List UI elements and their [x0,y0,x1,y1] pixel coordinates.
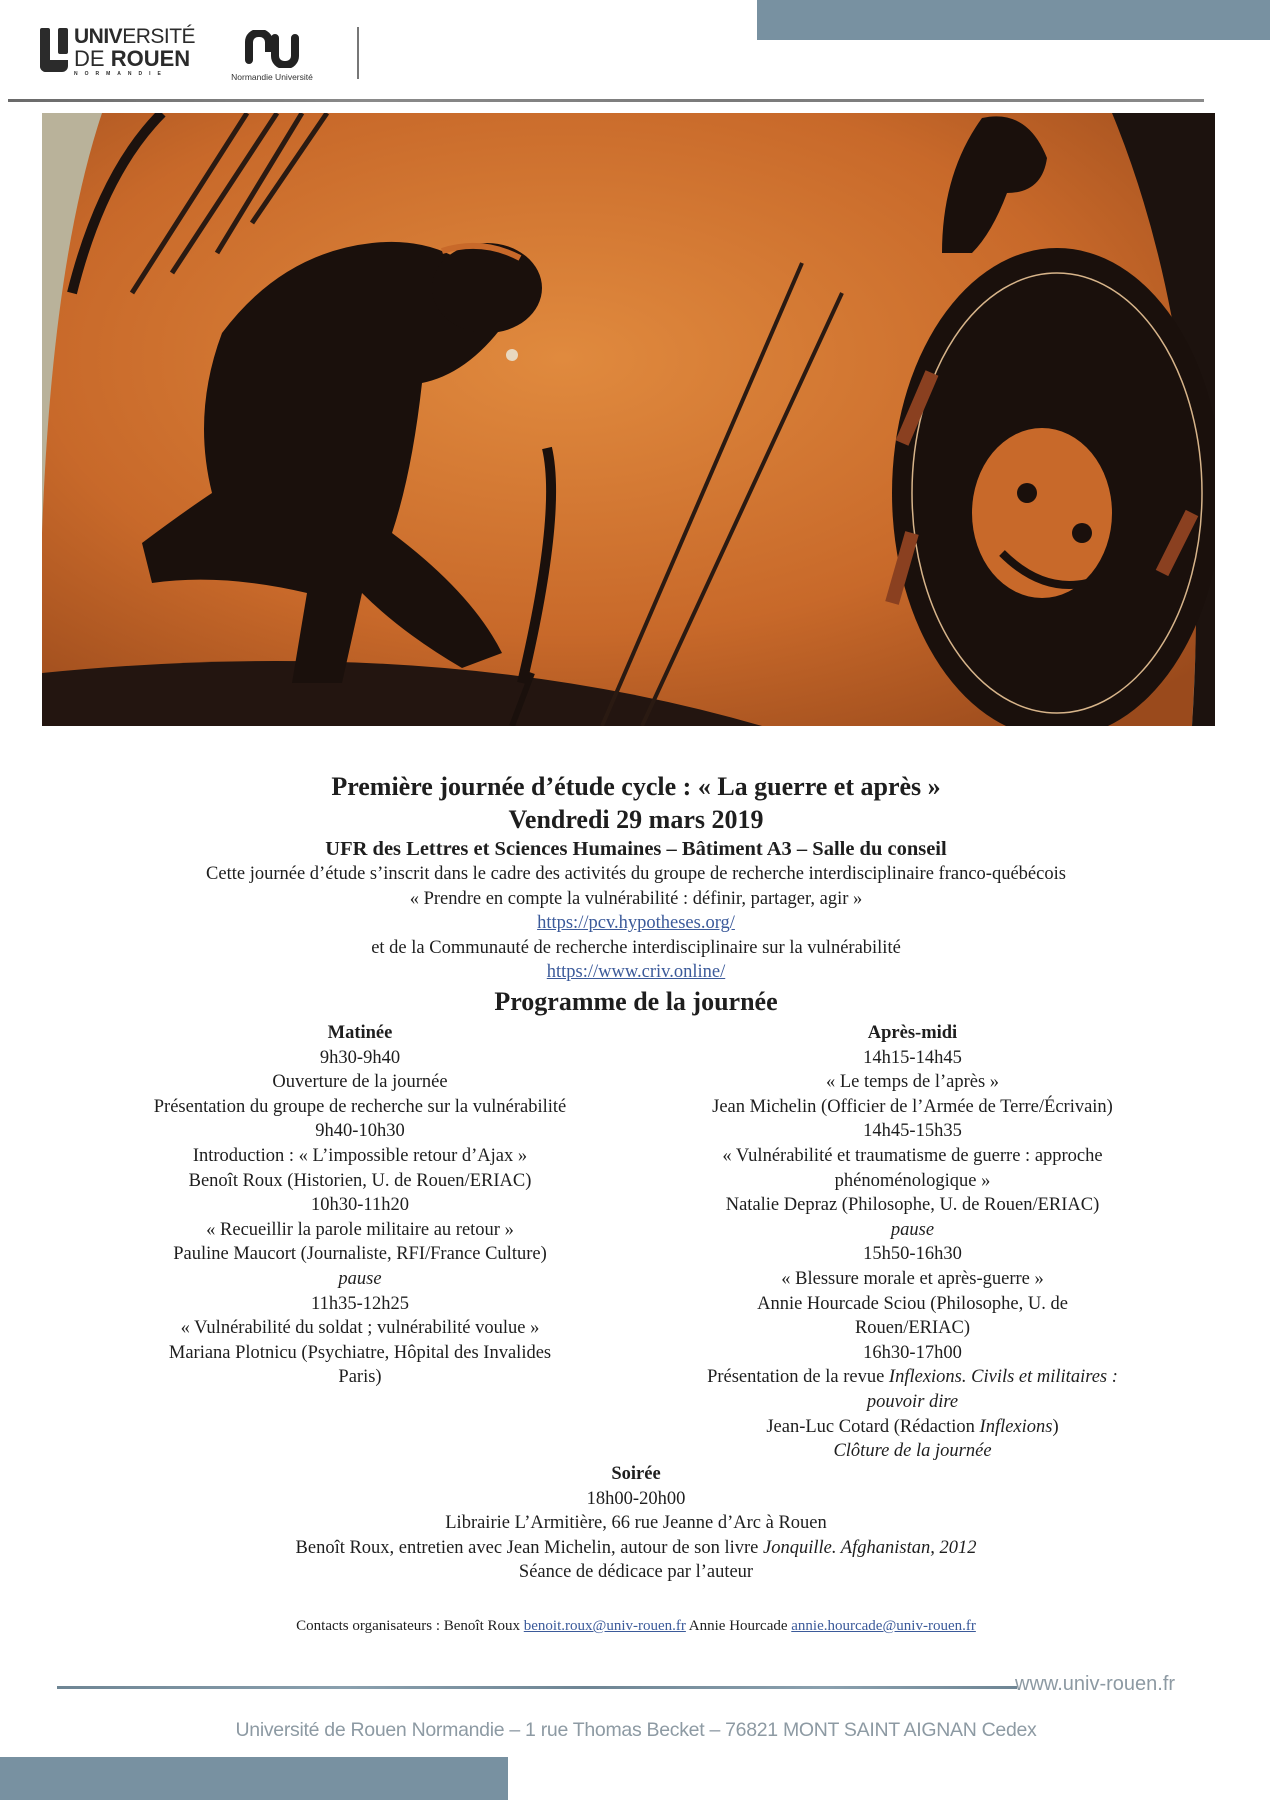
program-line: « Recueillir la parole militaire au retour » [206,1219,514,1240]
program-line: « Vulnérabilité du soldat ; vulnérabilité voulue » [180,1318,540,1339]
program-line: 15h50-16h30 [863,1244,962,1265]
program-line: 14h45-15h35 [863,1121,962,1142]
evening-venue: Librairie L’Armitière, 66 rue Jeanne d’Arc à Rouen [445,1513,827,1534]
intro-line-2: « Prendre en compte la vulnérabilité : définir, partager, agir » [409,888,863,909]
ur-logo-mark-icon [40,26,68,72]
program-line: Annie Hourcade Sciou (Philosophe, U. de [757,1293,1068,1314]
program-line: Paris) [338,1367,382,1388]
program-line: 9h30-9h40 [319,1047,401,1068]
logo-text-univ: UNIV [74,25,123,48]
program-line: 14h15-14h45 [863,1047,962,1068]
event-date: Vendredi 29 mars 2019 [508,805,764,834]
morning-program [110,1021,610,1390]
event-intro [0,862,1272,985]
program-line: Ouverture de la journée [272,1072,448,1093]
program-line: 9h40-10h30 [315,1121,405,1142]
evening-heading: Soirée [611,1464,661,1484]
logo-text-normandie: NORMANDIE [74,71,168,77]
evening-talk [0,1536,1272,1561]
contacts-line [0,1616,1272,1636]
criv-online-link[interactable]: https://www.criv.online/ [546,962,726,983]
header-rule [8,99,1204,102]
program-line: Présentation du groupe de recherche sur la vulnérabilité [153,1096,567,1117]
intro-line-3: et de la Communauté de recherche interdisciplinaire sur la vulnérabilité [371,937,901,958]
contacts-label: Contacts organisateurs : Benoît Roux [296,1618,524,1634]
cotard-line [660,1415,1165,1440]
pause-label: pause [338,1268,382,1289]
program-line: Rouen/ERIAC) [854,1318,971,1339]
pause-label: pause [890,1219,935,1240]
normandie-universite-logo [226,30,318,82]
morning-heading: Matinée [327,1023,393,1043]
footer-address: Université de Rouen Normandie – 1 rue Thomas Becket – 76821 MONT SAINT AIGNAN Cedex [235,1719,1037,1741]
program-line: Natalie Depraz (Philosophe, U. de Rouen/ERIAC) [725,1195,1100,1216]
universite-de-rouen-logo [40,26,195,80]
program-line: 11h35-12h25 [311,1293,409,1314]
afternoon-program [660,1021,1165,1464]
program-line: 16h30-17h00 [863,1342,962,1363]
afternoon-heading: Après-midi [867,1023,958,1043]
email-benoit-roux-link[interactable]: benoit.roux@univ-rouen.fr [523,1618,686,1634]
normandie-universite-caption: Normandie Université [231,72,313,82]
evening-time: 18h00-20h00 [586,1488,686,1509]
talk-prefix: Benoît Roux, entretien avec Jean Michelin, autour de son livre [295,1537,764,1558]
cotard-prefix: Jean-Luc Cotard (Rédaction [766,1416,980,1437]
event-title: Première journée d’étude cycle : « La guerre et après » [331,772,941,801]
contacts-name-2: Annie Hourcade [685,1618,792,1634]
program-line: Benoît Roux (Historien, U. de Rouen/ERIAC) [188,1170,532,1191]
program-line: « Le temps de l’après » [825,1072,1000,1093]
amphora-photo [42,113,1215,726]
closing-label: Clôture de la journée [833,1441,992,1462]
program-line: Introduction : « L’impossible retour d’Ajax » [192,1145,528,1166]
evening-signing: Séance de dédicace par l’auteur [518,1562,754,1583]
program-line: phénoménologique » [834,1170,991,1191]
bottom-accent-bar [0,1757,508,1800]
email-annie-hourcade-link[interactable]: annie.hourcade@univ-rouen.fr [791,1618,976,1634]
event-location: UFR des Lettres et Sciences Humaines – Bâtiment A3 – Salle du conseil [325,838,947,860]
logo-divider [357,27,359,79]
revue-title-cont: pouvoir dire [866,1391,959,1412]
logo-text-de: DE [74,46,111,71]
program-title: Programme de la journée [494,987,778,1016]
pcv-hypotheses-link[interactable]: https://pcv.hypotheses.org/ [537,913,735,934]
footer-rule [57,1686,1017,1689]
program-line: Mariana Plotnicu (Psychiatre, Hôpital des Invalides [168,1342,552,1363]
program-line: Pauline Maucort (Journaliste, RFI/France Culture) [173,1244,547,1265]
program-line: 10h30-11h20 [311,1195,409,1216]
top-accent-bar [757,0,1270,40]
cotard-revue: Inflexions [979,1416,1053,1437]
cotard-suffix: ) [1052,1416,1059,1437]
revue-presentation [660,1365,1165,1390]
intro-line-1: Cette journée d’étude s’inscrit dans le cadre des activités du groupe de recherche interdisciplinaire franco-québécois [206,864,1066,884]
normandie-universite-mark-icon [245,30,299,68]
book-title: Jonquille. Afghanistan, 2012 [763,1537,977,1558]
footer-website: www.univ-rouen.fr [1015,1673,1176,1695]
program-line: « Blessure morale et après-guerre » [781,1268,1044,1289]
revue-prefix: Présentation de la revue [707,1367,889,1388]
evening-program [0,1462,1272,1585]
program-line: Jean Michelin (Officier de l’Armée de Terre/Écrivain) [712,1096,1113,1117]
ajax-vase-painting-image [42,113,1215,726]
logo-text-rouen: ROUEN [110,46,191,71]
logo-text-ersite: ERSITÉ [122,25,196,48]
event-title-block [0,770,1272,836]
revue-title: Inflexions. Civils et militaires : [888,1367,1118,1388]
program-line: « Vulnérabilité et traumatisme de guerre : approche [722,1145,1103,1166]
